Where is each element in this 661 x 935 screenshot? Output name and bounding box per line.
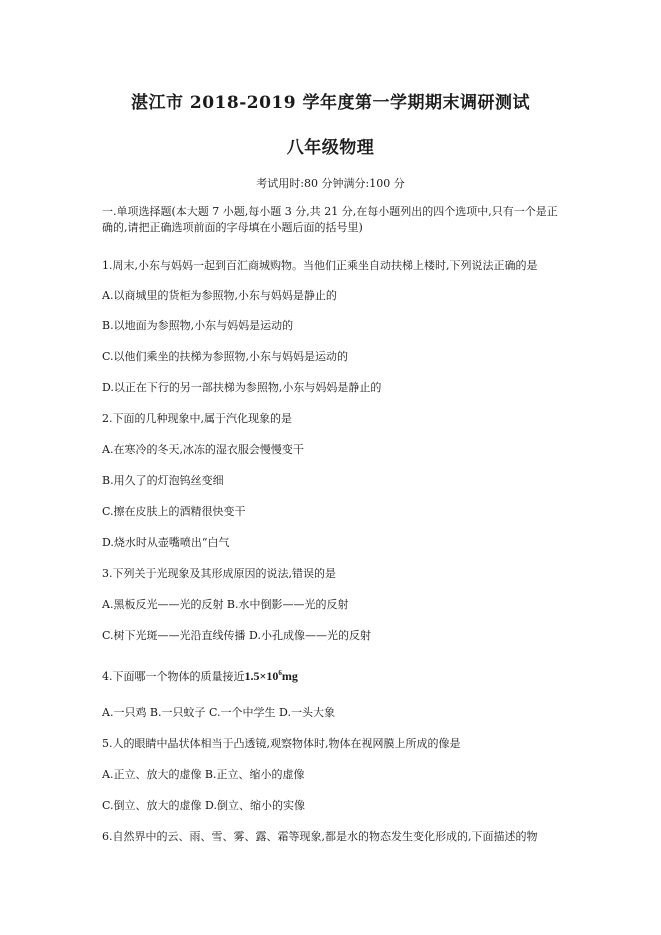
q3-options-ab: A.黑板反光——光的反射 B.水中倒影——光的反射 <box>102 598 349 611</box>
q4-unit: mg <box>281 669 298 683</box>
q3-stem: 3.下列关于光现象及其形成原因的说法,错误的是 <box>102 567 336 580</box>
q1-option-d: D.以正在下行的另一部扶梯为参照物,小东与妈妈是静止的 <box>102 381 382 394</box>
q4-stem <box>102 665 562 685</box>
q5-options-cd: C.倒立、放大的虚像 D.倒立、缩小的实像 <box>102 799 305 812</box>
q4-mass-value <box>245 669 298 683</box>
q1-option-a: A.以商城里的货柜为参照物,小东与妈妈是静止的 <box>102 289 337 302</box>
q4-exponent: 6 <box>278 669 282 677</box>
q2-option-c: C.擦在皮肤上的酒精很快变干 <box>102 505 246 518</box>
exam-title: 湛江市 2018-2019 学年度第一学期期末调研测试 <box>130 93 531 113</box>
q1-option-b: B.以地面为参照物,小东与妈妈是运动的 <box>102 319 294 332</box>
exam-info: 考试用时:80 分钟满分:100 分 <box>256 177 405 190</box>
q4-options: A.一只鸡 B.一只蚊子 C.一个中学生 D.一头大象 <box>102 706 335 719</box>
q2-option-a: A.在寒冷的冬天,冰冻的湿衣服会慢慢变干 <box>102 443 304 456</box>
q5-stem: 5.人的眼睛中晶状体相当于凸透镜,观察物体时,物体在视网膜上所成的像是 <box>102 737 461 750</box>
q3-options-cd: C.树下光斑——光沿直线传播 D.小孔成像——光的反射 <box>102 629 371 642</box>
q2-option-d: D.烧水时从壶嘴喷出“白气 <box>102 536 230 549</box>
q4-stem-text: 4.下面哪一个物体的质量接近 <box>102 670 245 683</box>
q4-coefficient: 1.5×10 <box>244 669 279 683</box>
q1-stem: 1.周末,小东与妈妈一起到百汇商城购物。当他们正乘坐自动扶梯上楼时,下列说法正确的是 <box>102 259 538 272</box>
q2-stem: 2.下面的几种现象中,属于汽化现象的是 <box>102 412 292 425</box>
section-heading: 一.单项选择题(本大题 7 小题,每小题 3 分,共 21 分,在每小题列出的四个选项中,只有一个是正确的,请把正确选项前面的字母填在小题后面的括号里) <box>102 205 558 234</box>
exam-subtitle: 八年级物理 <box>286 138 375 158</box>
q6-stem: 6.自然界中的云、雨、雪、雾、露、霜等现象,都是水的物态发生变化形成的,下面描述的物 <box>102 830 538 843</box>
q1-option-c: C.以他们乘坐的扶梯为参照物,小东与妈妈是运动的 <box>102 350 349 363</box>
q5-options-ab: A.正立、放大的虚像 B.正立、缩小的虚像 <box>102 768 305 781</box>
q2-option-b: B.用久了的灯泡钨丝变细 <box>102 474 224 487</box>
